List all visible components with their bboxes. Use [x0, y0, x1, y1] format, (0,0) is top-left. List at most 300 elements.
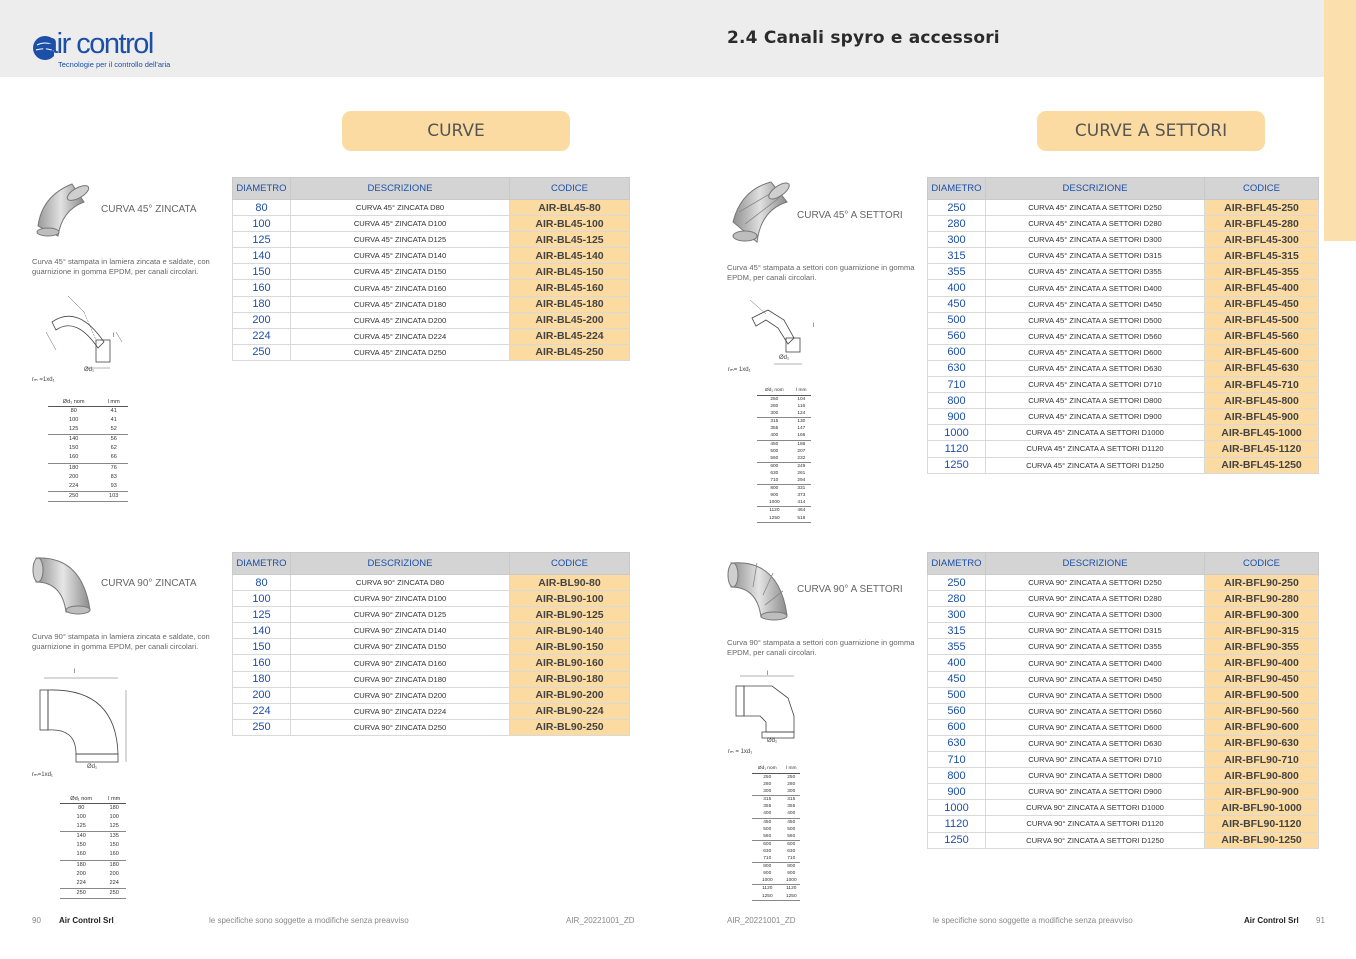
description-cell: CURVA 45° ZINCATA D100: [291, 216, 510, 232]
diameter-cell: 150: [233, 639, 291, 655]
sector-elbow-45-technical-drawing: [730, 292, 820, 370]
code-cell: AIR-BFL90-560: [1205, 703, 1319, 719]
description-cell: CURVA 90° ZINCATA A SETTORI D800: [986, 768, 1205, 784]
description-cell: CURVA 45° ZINCATA A SETTORI D250: [986, 200, 1205, 216]
description-cell: CURVA 45° ZINCATA A SETTORI D800: [986, 393, 1205, 409]
dimension-row: [757, 425, 811, 432]
dimension-row: [752, 796, 800, 804]
diameter-cell: 180: [233, 671, 291, 687]
dimension-row: [752, 788, 800, 796]
code-cell: AIR-BL45-125: [510, 232, 630, 248]
column-header-descrizione: DESCRIZIONE: [986, 553, 1205, 575]
description-cell: CURVA 45° ZINCATA A SETTORI D1000: [986, 425, 1205, 441]
dimension-diameter-cell: 100: [69, 417, 79, 424]
dimension-row: [757, 448, 811, 455]
description-cell: CURVA 90° ZINCATA D80: [291, 575, 510, 591]
code-cell: AIR-BFL45-300: [1205, 232, 1319, 248]
dimension-diameter-cell: 560: [757, 455, 792, 463]
description-cell: CURVA 90° ZINCATA A SETTORI D250: [986, 575, 1205, 591]
product-description: Curva 90° stampata in lamiera zincata e saldate, con guarnizione in gomma EPDM, per canali circolari.: [32, 632, 210, 651]
dimension-diameter-cell: 1000: [752, 877, 783, 885]
dimension-row: [48, 425, 128, 435]
dimension-diameter-cell: 630: [763, 848, 772, 854]
diameter-cell: 280: [928, 216, 986, 232]
diameter-cell: 1000: [928, 800, 986, 816]
dimension-row: [48, 473, 128, 482]
description-cell: CURVA 90° ZINCATA D180: [291, 671, 510, 687]
diameter-cell: 1250: [928, 457, 986, 473]
code-cell: AIR-BFL45-1000: [1205, 425, 1319, 441]
code-cell: AIR-BL45-200: [510, 312, 630, 328]
dimension-length-cell: 180: [109, 861, 119, 868]
description-cell: CURVA 90° ZINCATA D100: [291, 591, 510, 607]
dimension-length-cell: 518: [792, 515, 811, 523]
section-title: 2.4 Canali spyro e accessori: [727, 28, 1000, 48]
dimension-length-cell: 116: [797, 404, 806, 410]
code-cell: AIR-BFL45-630: [1205, 360, 1319, 376]
column-header-diametro: DIAMETRO: [233, 178, 291, 200]
sector-elbow-90-technical-drawing: [732, 672, 804, 748]
dimension-row: [48, 491, 128, 501]
code-cell: AIR-BFL45-710: [1205, 377, 1319, 393]
dimension-length-cell: 450: [787, 819, 796, 825]
dimension-diameter-cell: 250: [48, 491, 99, 501]
code-cell: AIR-BFL90-280: [1205, 591, 1319, 607]
dimension-row: [48, 416, 128, 425]
dimension-length-cell: 62: [110, 445, 117, 452]
table-row: [928, 800, 1319, 816]
diameter-cell: 500: [928, 312, 986, 328]
dimension-length-cell: 93: [99, 482, 128, 492]
dimension-length-cell: 135: [109, 833, 119, 840]
code-cell: AIR-BL45-80: [510, 200, 630, 216]
product-description: Curva 45° stampata a settori con guarnizione in gomma EPDM, per canali circolari.: [727, 263, 915, 282]
diameter-cell: 315: [928, 623, 986, 639]
table-row: [928, 639, 1319, 655]
diameter-cell: 200: [233, 687, 291, 703]
description-cell: CURVA 90° ZINCATA A SETTORI D450: [986, 671, 1205, 687]
code-cell: AIR-BL45-250: [510, 344, 630, 360]
table-row: [928, 784, 1319, 800]
diameter-cell: 200: [233, 312, 291, 328]
description-cell: CURVA 45° ZINCATA A SETTORI D560: [986, 328, 1205, 344]
dimension-diameter-cell: 900: [763, 871, 772, 877]
table-row: [233, 296, 630, 312]
description-cell: CURVA 90° ZINCATA A SETTORI D1120: [986, 816, 1205, 832]
drawing-diameter-label: Ød₁: [767, 738, 778, 744]
diameter-cell: 280: [928, 591, 986, 607]
dimension-row: [752, 833, 800, 841]
description-cell: CURVA 90° ZINCATA A SETTORI D300: [986, 607, 1205, 623]
code-cell: AIR-BFL90-710: [1205, 752, 1319, 768]
description-cell: CURVA 45° ZINCATA D80: [291, 200, 510, 216]
dimension-header: l mm: [99, 399, 128, 407]
product-table: [927, 177, 1319, 474]
table-row: [233, 623, 630, 639]
dimension-row: [757, 455, 811, 463]
dimension-length-cell: 500: [787, 826, 796, 832]
dimension-length-cell: 249: [797, 463, 806, 469]
footer-doc-code: AIR_20221001_ZD: [727, 916, 796, 925]
code-cell: AIR-BFL90-600: [1205, 719, 1319, 735]
header-bar: [0, 0, 1356, 77]
diameter-cell: 560: [928, 328, 986, 344]
table-row: [928, 312, 1319, 328]
diameter-cell: 400: [928, 655, 986, 671]
description-cell: CURVA 90° ZINCATA A SETTORI D355: [986, 639, 1205, 655]
description-cell: CURVA 90° ZINCATA D125: [291, 607, 510, 623]
dimension-row: [60, 888, 126, 898]
drawing-length-label: l: [74, 669, 76, 675]
code-cell: AIR-BL90-80: [510, 575, 630, 591]
code-cell: AIR-BL90-250: [510, 719, 630, 735]
dimension-diameter-cell: 250: [763, 775, 772, 780]
diameter-cell: 630: [928, 360, 986, 376]
dimension-length-cell: 224: [102, 879, 126, 889]
dimension-length-cell: 250: [102, 888, 126, 898]
description-cell: CURVA 90° ZINCATA A SETTORI D900: [986, 784, 1205, 800]
table-row: [928, 425, 1319, 441]
dimension-diameter-cell: 900: [770, 493, 779, 499]
code-cell: AIR-BFL45-355: [1205, 264, 1319, 280]
dimension-length-cell: 160: [102, 850, 126, 860]
table-row: [928, 232, 1319, 248]
dimension-row: [752, 810, 800, 818]
dimension-row: [757, 410, 811, 418]
description-cell: CURVA 45° ZINCATA A SETTORI D400: [986, 280, 1205, 296]
dimension-diameter-cell: 600: [763, 841, 772, 847]
description-cell: CURVA 45° ZINCATA A SETTORI D1120: [986, 441, 1205, 457]
dimension-row: [752, 774, 800, 782]
dimension-length-cell: 186: [797, 441, 806, 447]
code-cell: AIR-BFL90-800: [1205, 768, 1319, 784]
dimension-length-cell: 147: [797, 426, 806, 432]
description-cell: CURVA 45° ZINCATA A SETTORI D315: [986, 248, 1205, 264]
dimension-length-cell: 100: [109, 814, 119, 821]
dimension-row: [60, 804, 126, 814]
dimension-row: [757, 492, 811, 499]
dimension-row: [60, 870, 126, 879]
logo: [32, 30, 172, 72]
dimension-diameter-cell: 250: [60, 888, 102, 898]
drawing-length-label: l: [767, 671, 769, 677]
table-row: [928, 441, 1319, 457]
column-header-codice: CODICE: [510, 553, 630, 575]
description-cell: CURVA 90° ZINCATA D150: [291, 639, 510, 655]
dimension-length-cell: 180: [109, 805, 119, 811]
dimension-row: [48, 435, 128, 445]
description-cell: CURVA 90° ZINCATA D140: [291, 623, 510, 639]
diameter-cell: 80: [233, 200, 291, 216]
dimension-diameter-cell: 800: [770, 486, 779, 492]
code-cell: AIR-BFL45-280: [1205, 216, 1319, 232]
dimension-length-cell: 1000: [783, 877, 800, 885]
diameter-cell: 560: [928, 703, 986, 719]
diameter-cell: 1120: [928, 816, 986, 832]
dimension-row: [752, 781, 800, 788]
dimension-row: [752, 818, 800, 826]
diameter-cell: 140: [233, 623, 291, 639]
table-row: [928, 655, 1319, 671]
table-row: [233, 280, 630, 296]
dimension-row: [752, 840, 800, 848]
drawing-diameter-label: Ød₁: [84, 367, 95, 373]
table-row: [233, 264, 630, 280]
code-cell: AIR-BFL90-1000: [1205, 800, 1319, 816]
table-row: [928, 703, 1319, 719]
drawing-radius-label: rₘ =1xd₁: [32, 377, 55, 383]
footer-company: Air Control Srl: [59, 916, 114, 925]
column-header-codice: CODICE: [1205, 553, 1319, 575]
dimension-length-cell: 103: [99, 491, 128, 501]
description-cell: CURVA 45° ZINCATA A SETTORI D300: [986, 232, 1205, 248]
diameter-cell: 710: [928, 752, 986, 768]
dimension-diameter-cell: 355: [770, 426, 779, 432]
dimension-row: [48, 453, 128, 463]
dimension-length-cell: 41: [110, 408, 117, 414]
drawing-length-label: l: [813, 323, 815, 329]
diameter-cell: 630: [928, 735, 986, 751]
table-row: [928, 832, 1319, 848]
code-cell: AIR-BFL90-450: [1205, 671, 1319, 687]
dimension-length-cell: 280: [787, 782, 796, 788]
table-row: [928, 457, 1319, 473]
description-cell: CURVA 45° ZINCATA D150: [291, 264, 510, 280]
diameter-cell: 100: [233, 591, 291, 607]
dimension-length-cell: 200: [109, 870, 119, 877]
dimension-length-cell: 41: [110, 417, 117, 424]
table-row: [928, 735, 1319, 751]
elbow-45-photo: [32, 176, 96, 244]
dimension-row: [752, 893, 800, 901]
code-cell: AIR-BFL90-315: [1205, 623, 1319, 639]
dimension-row: [752, 877, 800, 885]
description-cell: CURVA 45° ZINCATA A SETTORI D900: [986, 409, 1205, 425]
diameter-cell: 224: [233, 703, 291, 719]
category-pill-curve-settori: CURVE A SETTORI: [1037, 111, 1265, 151]
column-header-descrizione: DESCRIZIONE: [986, 178, 1205, 200]
table-row: [928, 607, 1319, 623]
code-cell: AIR-BFL45-315: [1205, 248, 1319, 264]
description-cell: CURVA 90° ZINCATA A SETTORI D560: [986, 703, 1205, 719]
diameter-cell: 250: [928, 200, 986, 216]
product-name: CURVA 45° ZINCATA: [101, 204, 197, 215]
dimension-row: [752, 803, 800, 810]
dimension-length-cell: 900: [787, 871, 796, 877]
dimension-row: [60, 841, 126, 850]
code-cell: AIR-BFL45-1120: [1205, 441, 1319, 457]
logo-tagline: Tecnologie per il controllo dell'aria: [58, 60, 171, 69]
description-cell: CURVA 45° ZINCATA A SETTORI D1250: [986, 457, 1205, 473]
dimension-row: [757, 470, 811, 477]
description-cell: CURVA 45° ZINCATA A SETTORI D355: [986, 264, 1205, 280]
dimension-diameter-cell: 150: [76, 842, 86, 849]
diameter-cell: 800: [928, 393, 986, 409]
diameter-cell: 100: [233, 216, 291, 232]
description-cell: CURVA 90° ZINCATA A SETTORI D400: [986, 655, 1205, 671]
diameter-cell: 500: [928, 687, 986, 703]
dimension-length-cell: 373: [797, 493, 806, 499]
code-cell: AIR-BFL45-500: [1205, 312, 1319, 328]
dimension-row: [48, 463, 128, 473]
dimension-row: [60, 832, 126, 842]
code-cell: AIR-BL90-125: [510, 607, 630, 623]
dimension-diameter-cell: 80: [70, 408, 77, 414]
table-row: [928, 768, 1319, 784]
diameter-cell: 400: [928, 280, 986, 296]
description-cell: CURVA 90° ZINCATA D250: [291, 719, 510, 735]
dimension-table: [60, 796, 126, 899]
dimension-diameter-cell: 315: [770, 419, 779, 425]
dimension-row: [60, 879, 126, 889]
dimension-diameter-cell: 300: [757, 410, 792, 418]
table-row: [233, 719, 630, 735]
table-row: [928, 719, 1319, 735]
dimension-diameter-cell: 160: [48, 453, 99, 463]
table-row: [928, 393, 1319, 409]
dimension-diameter-cell: 630: [770, 470, 779, 476]
dimension-row: [757, 507, 811, 515]
product-name: CURVA 45° A SETTORI: [797, 210, 903, 221]
code-cell: AIR-BFL90-500: [1205, 687, 1319, 703]
dimension-row: [48, 444, 128, 453]
dimension-row: [752, 885, 800, 893]
diameter-cell: 300: [928, 232, 986, 248]
code-cell: AIR-BFL90-1120: [1205, 816, 1319, 832]
code-cell: AIR-BFL90-355: [1205, 639, 1319, 655]
description-cell: CURVA 90° ZINCATA A SETTORI D280: [986, 591, 1205, 607]
dimension-row: [752, 826, 800, 833]
code-cell: AIR-BL90-224: [510, 703, 630, 719]
dimension-diameter-cell: 1120: [769, 508, 780, 514]
table-row: [233, 607, 630, 623]
dimension-row: [757, 396, 811, 404]
dimension-length-cell: 710: [783, 855, 800, 863]
dimension-diameter-cell: 200: [76, 870, 86, 877]
diameter-cell: 710: [928, 377, 986, 393]
dimension-row: [757, 440, 811, 448]
description-cell: CURVA 45° ZINCATA A SETTORI D500: [986, 312, 1205, 328]
table-row: [928, 280, 1319, 296]
dimension-length-cell: 464: [797, 508, 806, 514]
dimension-diameter-cell: 450: [763, 819, 772, 825]
diameter-cell: 160: [233, 280, 291, 296]
dimension-length-cell: 56: [110, 436, 117, 443]
code-cell: AIR-BL90-180: [510, 671, 630, 687]
code-cell: AIR-BFL90-400: [1205, 655, 1319, 671]
description-cell: CURVA 45° ZINCATA D160: [291, 280, 510, 296]
description-cell: CURVA 45° ZINCATA D224: [291, 328, 510, 344]
dimension-diameter-cell: 140: [69, 436, 79, 443]
description-cell: CURVA 45° ZINCATA A SETTORI D710: [986, 377, 1205, 393]
description-cell: CURVA 90° ZINCATA A SETTORI D1250: [986, 832, 1205, 848]
dimension-length-cell: 1120: [786, 886, 797, 892]
dimension-diameter-cell: 224: [48, 482, 99, 492]
dimension-diameter-cell: 355: [763, 804, 772, 810]
table-row: [233, 639, 630, 655]
code-cell: AIR-BL45-140: [510, 248, 630, 264]
column-header-descrizione: DESCRIZIONE: [291, 178, 510, 200]
table-row: [928, 360, 1319, 376]
diameter-cell: 1120: [928, 441, 986, 457]
diameter-cell: 1000: [928, 425, 986, 441]
product-table: [232, 552, 630, 736]
drawing-radius-label: rₘ = 1xd₁: [728, 749, 753, 755]
table-row: [233, 703, 630, 719]
product-name: CURVA 90° A SETTORI: [797, 584, 903, 595]
elbow-90-technical-drawing: [36, 668, 132, 768]
diameter-cell: 250: [233, 344, 291, 360]
dimension-header: Ød₁ nom: [60, 796, 102, 804]
table-row: [928, 687, 1319, 703]
drawing-length-label: l: [113, 333, 115, 339]
code-cell: AIR-BFL45-600: [1205, 344, 1319, 360]
product-name: CURVA 90° ZINCATA: [101, 578, 197, 589]
code-cell: AIR-BFL45-800: [1205, 393, 1319, 409]
code-cell: AIR-BL90-160: [510, 655, 630, 671]
diameter-cell: 224: [233, 328, 291, 344]
code-cell: AIR-BL45-100: [510, 216, 630, 232]
code-cell: AIR-BL90-200: [510, 687, 630, 703]
description-cell: CURVA 45° ZINCATA D140: [291, 248, 510, 264]
description-cell: CURVA 90° ZINCATA A SETTORI D315: [986, 623, 1205, 639]
description-cell: CURVA 45° ZINCATA A SETTORI D450: [986, 296, 1205, 312]
dimension-length-cell: 104: [797, 397, 806, 402]
dimension-length-cell: 130: [797, 419, 806, 425]
diameter-cell: 450: [928, 671, 986, 687]
description-cell: CURVA 90° ZINCATA A SETTORI D600: [986, 719, 1205, 735]
dimension-diameter-cell: 100: [76, 814, 86, 821]
diameter-cell: 250: [233, 719, 291, 735]
dimension-diameter-cell: 80: [78, 805, 85, 811]
column-header-descrizione: DESCRIZIONE: [291, 553, 510, 575]
dimension-diameter-cell: 180: [69, 464, 79, 471]
dimension-diameter-cell: 1250: [752, 893, 783, 901]
dimension-diameter-cell: 500: [770, 448, 779, 454]
footer-notice: le specifiche sono soggette a modifiche senza preavviso: [933, 916, 1133, 925]
code-cell: AIR-BFL45-400: [1205, 280, 1319, 296]
code-cell: AIR-BFL90-300: [1205, 607, 1319, 623]
code-cell: AIR-BFL45-1250: [1205, 457, 1319, 473]
code-cell: AIR-BFL45-250: [1205, 200, 1319, 216]
diameter-cell: 315: [928, 248, 986, 264]
code-cell: AIR-BL90-140: [510, 623, 630, 639]
footer-page-number: 90: [32, 916, 41, 925]
table-row: [928, 248, 1319, 264]
dimension-length-cell: 355: [787, 804, 796, 810]
dimension-row: [48, 482, 128, 492]
dimension-length-cell: 315: [787, 797, 796, 803]
diameter-cell: 250: [928, 575, 986, 591]
diameter-cell: 160: [233, 655, 291, 671]
dimension-length-cell: 300: [783, 788, 800, 796]
footer-notice: le specifiche sono soggette a modifiche senza preavviso: [209, 916, 409, 925]
dimension-diameter-cell: 600: [770, 463, 779, 469]
dimension-header: l mm: [792, 388, 811, 396]
dimension-header: l mm: [102, 796, 126, 804]
dimension-length-cell: 207: [797, 448, 806, 454]
dimension-row: [757, 418, 811, 426]
dimension-row: [752, 855, 800, 863]
dimension-diameter-cell: 400: [752, 810, 783, 818]
description-cell: CURVA 45° ZINCATA A SETTORI D600: [986, 344, 1205, 360]
dimension-diameter-cell: 1250: [757, 515, 792, 523]
dimension-diameter-cell: 315: [763, 797, 772, 803]
product-description: Curva 90° stampata a settori con guarnizione in gomma EPDM, per canali circolari.: [727, 638, 915, 657]
product-table: [927, 552, 1319, 849]
dimension-diameter-cell: 150: [69, 445, 79, 452]
product-description: Curva 45° stampata in lamiera zincata e saldate, con guarnizione in gomma EPDM, per canali circolari.: [32, 257, 210, 276]
